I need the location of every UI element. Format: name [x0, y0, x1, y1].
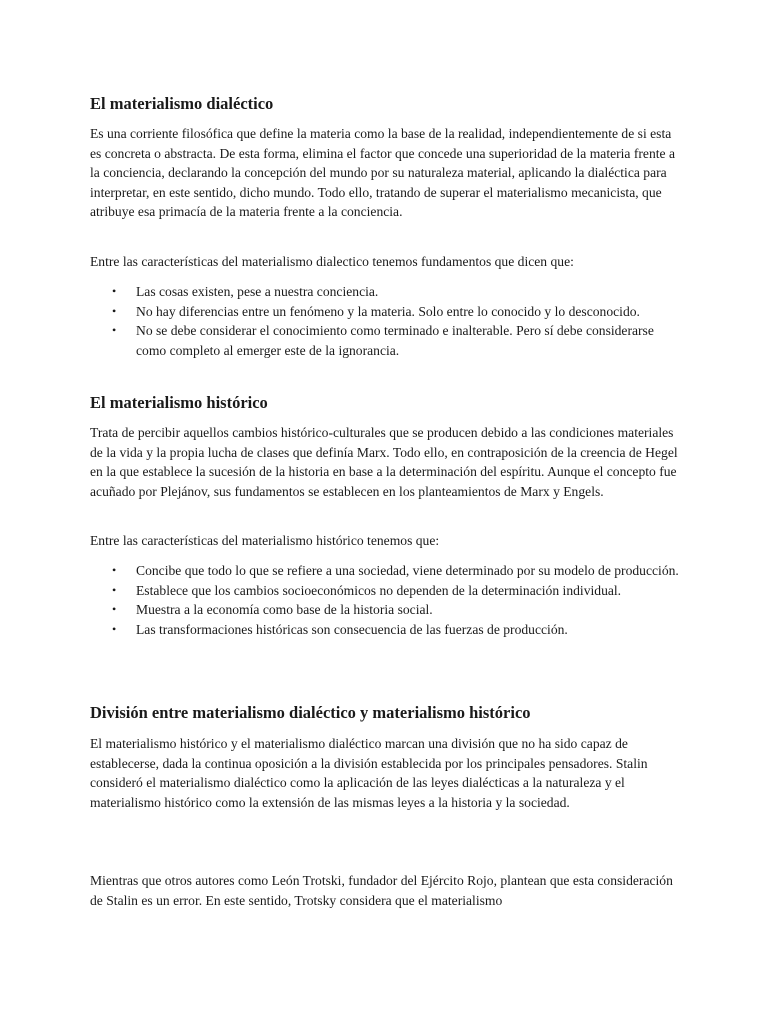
paragraph-caracteristicas-historico-intro: Entre las características del materialismo histórico tenemos que: — [90, 533, 440, 548]
bullet-icon: • — [112, 582, 117, 597]
bullet-icon: • — [112, 303, 117, 318]
section-heading-materialismo-dialectico: El materialismo dialéctico — [90, 94, 274, 113]
list-item: • Concibe que todo lo que se refiere a una sociedad, viene determinado por su modelo de producción. — [90, 561, 680, 581]
paragraph-division-stalin: El materialismo histórico y el materialismo dialéctico marcan una división que no ha sido capaz de establecerse, dada la continua oposición a la división establecida por los principales pensadores. Stalin consideró el materialismo dialéctico como la aplicación de las leyes dialécticas a la naturaleza y el materialismo histórico como la extensión de las mismas leyes a la historia y la sociedad. — [90, 736, 648, 810]
list-item: • Las cosas existen, pese a nuestra conciencia. — [90, 282, 680, 302]
bullet-icon: • — [112, 323, 117, 338]
section-heading-materialismo-historico: El materialismo histórico — [90, 393, 268, 412]
list-item: • Establece que los cambios socioeconómicos no dependen de la determinación individual. — [90, 581, 680, 601]
paragraph-division-trotski: Mientras que otros autores como León Trotski, fundador del Ejército Rojo, plantean que esta consideración de Stalin es un error. En este sentido, Trotsky considera que el materialismo — [90, 873, 673, 908]
bullet-icon: • — [112, 284, 117, 298]
list-item: • Las transformaciones históricas son consecuencia de las fuerzas de producción. — [90, 620, 680, 640]
paragraph-definicion-dialectico: Es una corriente filosófica que define la materia como la base de la realidad, independientemente de si esta es concreta o abstracta. De esta forma, elimina el factor que concede una superioridad de la materia frente a la conciencia, declarando la concepción del mundo por su naturaleza material, aplicando la dialéctica para interpretar, en este sentido, dicho mundo. Todo ello, tratando de superar el materialismo mecanicista, que atribuye esa primacía de la materia frente a la conciencia. — [90, 126, 675, 220]
list-caracteristicas-dialectico — [90, 282, 680, 360]
section-heading-division: División entre materialismo dialéctico y materialismo histórico — [90, 703, 531, 722]
paragraph-definicion-historico: Trata de percibir aquellos cambios histórico-culturales que se producen debido a las condiciones materiales de la vida y la propia lucha de clases que definía Marx. Todo ello, en contraposición de la creencia de Hegel en la que establece la sucesión de la historia en base a la determinación del espíritu. Aunque el concepto fue acuñado por Plejánov, sus fundamentos se establecen en los planteamientos de Marx y Engels. — [90, 425, 678, 499]
paragraph-caracteristicas-dialectico-intro: Entre las características del materialismo dialectico tenemos fundamentos que dicen que: — [90, 254, 574, 269]
list-item: • No hay diferencias entre un fenómeno y la materia. Solo entre lo conocido y lo desconocido. — [90, 302, 680, 322]
list-item: • No se debe considerar el conocimiento como terminado e inalterable. Pero sí debe considerarse como completo al emerger este de la ignorancia. — [112, 323, 654, 358]
bullet-icon: • — [112, 602, 117, 617]
bullet-icon: • — [112, 563, 117, 577]
list-caracteristicas-historico — [90, 561, 680, 639]
bullet-icon: • — [112, 621, 117, 636]
list-item: • Muestra a la economía como base de la historia social. — [90, 600, 680, 620]
